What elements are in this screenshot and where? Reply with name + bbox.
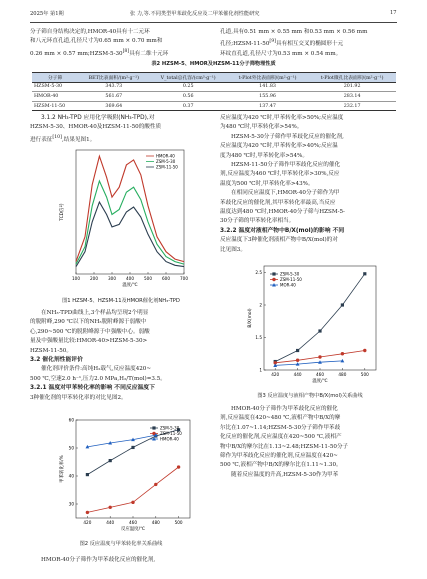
x-tick-label: 200 [90,276,98,281]
text-line: 的脱附峰,290 ℃以下的NH₃脱附峰源于弱酸中 [30,319,147,326]
figure-3-caption: 图3 反应温度与液相产物中B/X(mol)关系曲线 [257,393,363,399]
data-point [109,459,112,462]
legend-label: ZSM-5-30 [160,425,180,431]
y-axis-label: 甲苯转化率/% [60,455,65,483]
x-axis-label: 温度/℃ [122,283,138,288]
data-point [296,349,299,352]
right-column-main [220,114,400,255]
table-cell: 369.64 [78,101,149,111]
y-tick-label: 2 [259,302,262,308]
text-line: 反应温度为420 ℃时,甲苯转化率>50%;反应温度 [220,115,344,121]
table-header-cell: V_total总孔容/(cm³·g⁻¹) [149,73,226,83]
table-header-cell: 分子筛 [32,73,78,83]
legend-label: ZSM-5-30 [280,271,300,277]
data-point [318,329,321,332]
text-line: 物中B/X的摩尔比在1.13~2.48;HZSM-11-50分子 [220,443,349,450]
table-header-cell: t-Plot微孔比表面积/(m²·g⁻¹) [308,73,396,83]
text-line: 筛作为甲苯歧化反应的催化剂,反应温度在420~ [220,453,338,460]
y-tick-label: 40 [68,473,74,479]
table-cell: 0.56 [149,92,226,102]
header-rule [30,22,397,23]
text-line: 500 ℃,空速2.0 h⁻¹,压力2.0 MPa,H₂/T(mol)=3.5。 [30,375,166,382]
series-line [76,202,184,267]
table-header-cell: BET比表面积/(m²·g⁻¹) [78,73,149,83]
x-tick-label: 460 [316,372,324,377]
x-tick-label: 500 [174,520,183,525]
x-tick-label: 440 [293,372,302,377]
text-line: 30分子筛的甲苯转化率相当。 [220,218,295,225]
text-line: 反应温度下3种催化剂液相产物中B/X(mol)的对 [220,237,338,244]
x-tick-label: 100 [72,276,80,281]
data-point [154,483,157,486]
text-line: 0.26 mm × 0.57 mm;HZSM-5-30[8]具有二维十元环 [30,48,169,57]
series-line [87,467,178,512]
table-cell: HZSM-5-30 [32,82,78,92]
table-cell: 155.96 [227,92,308,102]
header-authors-title: 张 力,等.不同类型甲苯歧化反应及二甲苯催化剂性能研究 [130,11,260,17]
data-point [341,303,344,306]
text-line: 在NH₃-TPD曲线上,3个样品均呈现2个明显 [41,310,149,316]
left-column-discussion [30,309,212,403]
text-line: 温度达到480 ℃时,HMOR-40分子筛与HZSM-5- [220,209,345,216]
table-cell: 283.14 [308,92,396,102]
right-column-top [220,28,400,59]
text-line: 环纹直孔道,孔径尺寸为0.53 mm × 0.54 mm。 [220,50,342,57]
data-point [131,501,134,504]
table-cell: 0.25 [149,82,226,92]
x-tick-label: 500 [144,276,152,281]
table-cell: HMOR-40 [32,92,78,102]
table-cell: HZSM-11-50 [32,101,78,111]
text-line: HZSM-5-30、HMOR-40及HZSM-11-50的酸性质 [30,124,162,131]
text-line: 苯歧化反应的催化剂,其甲苯转化率最高,当反应 [220,199,336,206]
legend-label: ZSM-5-30 [156,159,176,164]
data-point [109,506,112,509]
x-tick-label: 700 [180,276,188,281]
table-cell: 0.37 [149,101,226,111]
text-line: 催化剂评价条件:高纯H₂载气,反应温度420~ [41,366,152,373]
left-column-bottom [30,556,212,565]
text-line: 孔道,具有0.51 mm × 0.55 mm 和0.53 mm × 0.56 mm [220,29,368,35]
text-line: 尔比在1.07~1.14;HZSM-5-30分子筛作甲苯歧 [220,424,341,431]
x-tick-label: 480 [151,520,160,525]
left-column-nh3 [30,114,212,145]
properties-table [32,72,396,111]
x-axis-label: 反应温度/℃ [121,527,145,532]
data-point [363,272,366,275]
text-line: HMOR-40分子筛作为甲苯歧化反应的催化 [231,406,338,412]
subsection-heading: 3.2.1 温度对甲苯转化率的影响 不同反应温度下 [30,385,155,392]
table-cell: 141.83 [227,82,308,92]
text-line: HZSM-11-50分子筛作甲苯歧化反应的催化 [231,162,341,169]
data-point [86,511,89,514]
data-point [152,426,155,429]
table-header-row [32,73,396,83]
data-point [131,446,134,449]
text-line: 量及中强酸量比较:HMOR-40>HZSM-5-30> [30,338,148,345]
text-line: 500 ℃,液相产物中B/X的摩尔比在1.11~1.30。 [220,462,342,469]
legend-label: HMOR-40 [160,436,179,442]
subsection-heading: 3.2.2 温度对液相产物中B/X(mol)的影响 不同 [220,227,345,234]
table-cell: 343.73 [78,82,149,92]
data-point [86,473,89,476]
table-cell: 201.92 [308,82,396,92]
figure-1-caption: 图1 HZSM-5、HZSM-11及HMOR催化剂NH₃-TPD [62,298,180,304]
legend-label: ZSM-11-50 [160,431,182,436]
header-page-number: 17 [390,10,397,16]
text-line: 度为480 ℃时,甲苯转化率>54%。 [220,152,308,159]
y-axis-label: B/X(mol) [248,308,253,328]
table-row [32,92,396,102]
text-line: 心,290~500 ℃的脱附峰源于中强酸中心。弱酸 [30,328,150,335]
text-line: 为480 ℃时,甲苯转化率>54%。 [220,124,303,131]
text-line: 反应温度为420 ℃时,甲苯转化率>40%;反应温 [220,143,338,150]
figure-2-caption: 图2 反应温度与甲苯转化率关系曲线 [79,541,163,547]
text-line: HMOR-40分子筛作为甲苯歧化反应的催化剂, [41,557,156,563]
data-point [177,465,180,468]
table-row [32,82,396,92]
header-issue: 2025年 第1期 [30,11,64,17]
y-tick-label: 1.5 [255,334,262,340]
table-cell: 137.47 [227,101,308,111]
x-tick-label: 460 [129,520,137,525]
x-tick-label: 420 [83,520,92,525]
table-cell: 561.67 [78,92,149,102]
text-line: 剂,反应温度在420~480 ℃,液相产物中B/X的摩 [220,415,341,422]
section-heading: 3.2 催化剂性能评价 [30,357,83,364]
table-header-cell: t-Plot外比表面积/(m²·g⁻¹) [227,73,308,83]
x-tick-label: 440 [106,520,115,525]
legend-label: HMOR-40 [156,153,175,159]
text-line: 在相同反应温度下,HMOR-40分子筛作为甲 [231,190,340,197]
x-tick-label: 300 [108,276,116,281]
y-tick-label: 2.5 [255,269,262,275]
text-line: 比见图3。 [220,246,246,253]
legend-label: ZSM-11-50 [280,277,302,282]
data-point [272,278,275,281]
x-tick-label: 500 [360,372,369,377]
x-tick-label: 480 [338,372,347,377]
text-line: 进行表征[10],结果见图1。 [30,134,96,143]
text-line: 随着反应温度的升高,HZSM-5-30作为甲苯 [231,471,339,478]
figure-3-bx-chart [240,260,380,390]
data-point [341,352,344,355]
text-line: 和八元环直孔道,孔径尺寸为0.65 mm × 0.70 mm和 [30,38,163,45]
text-line: 3种催化剂的甲苯转化率的对比见图2。 [30,394,127,401]
y-tick-label: 1 [259,367,262,373]
legend-label: MOR-40 [280,282,296,288]
data-point [296,359,299,362]
text-line: 化反应的催化剂,反应温度在420~500 ℃,液相产 [220,434,342,441]
right-column-bottom [220,405,400,480]
table-title: 表2 HZSM-5、HMOR及HZSM-11分子筛物理性质 [151,61,276,67]
text-line: HZSM-11-50。 [30,347,72,354]
legend-label: ZSM-11-50 [156,164,178,170]
y-tick-label: 30 [68,501,74,507]
text-line: 孔径;HZSM-11-50[9]具有相互交叉的椭圆形十元 [220,39,344,48]
table-row [32,101,396,111]
y-axis-label: TCD信号 [60,203,65,221]
text-line: 3.1.2 NH₃-TPD 应用化学吸附(NH₃-TPD),对 [41,115,155,121]
left-column-top [30,28,210,59]
data-point [363,349,366,352]
text-line: HZSM-5-30分子筛作甲苯歧化反应的催化剂, [231,133,344,140]
x-tick-label: 600 [162,276,170,281]
table-cell: 232.17 [308,101,396,111]
x-tick-label: 400 [126,276,134,281]
x-axis-label: 温度/℃ [312,379,328,384]
text-line: 剂,反应温度为460 ℃时,甲苯转化率>30%,反应 [220,171,340,178]
data-point [272,272,275,275]
text-line: 温度为500 ℃时,甲苯转化率>43%。 [220,180,314,187]
x-tick-label: 420 [271,372,280,377]
y-tick-label: 50 [68,445,74,451]
data-point [318,355,321,358]
figure-1-nh3-tpd-chart [58,146,188,296]
figure-2-conversion-chart [54,414,194,536]
y-tick-label: 60 [68,417,74,423]
text-line: 分子筛自身结构决定的,HMOR-40具有十二元环 [30,29,150,35]
